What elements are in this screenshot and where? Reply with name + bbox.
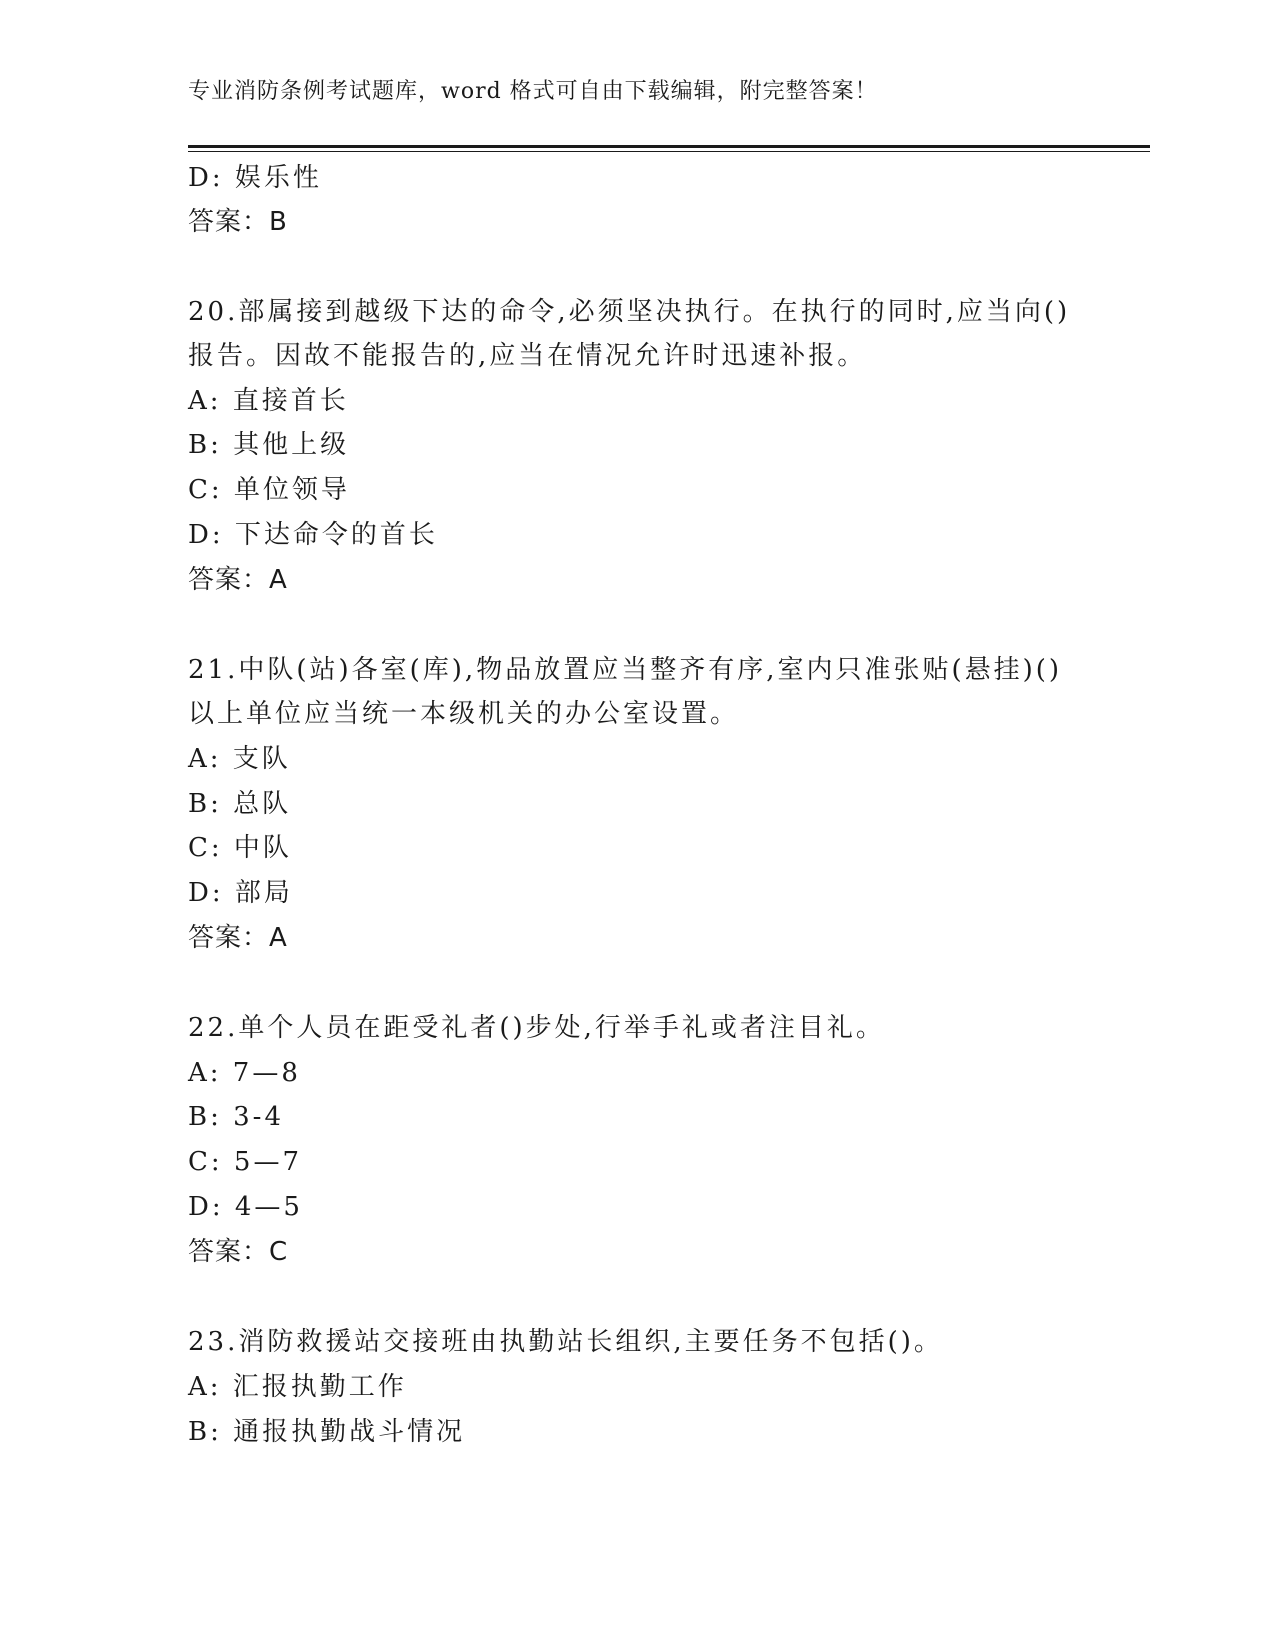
- q19-option-d: D: 娱乐性: [188, 163, 322, 193]
- q22-option-c: C: 5—7: [188, 1147, 303, 1177]
- q22-stem-line1: 22.单个人员在距受礼者()步处,行举手礼或者注目礼。: [188, 1013, 885, 1043]
- q21-stem-line2: 以上单位应当统一本级机关的办公室设置。: [188, 699, 740, 729]
- q20-stem-line1: 20.部属接到越级下达的命令,必须坚决执行。在执行的同时,应当向(): [188, 297, 1071, 327]
- q19-answer: 答案：B: [188, 207, 288, 237]
- q21-option-d: D: 部局: [188, 878, 293, 908]
- q21-answer: 答案：A: [188, 923, 288, 953]
- header-divider-thick: [188, 145, 1150, 148]
- q20-option-c: C: 单位领导: [188, 475, 350, 505]
- q22-option-b: B: 3-4: [188, 1102, 284, 1132]
- q20-option-a: A: 直接首长: [188, 386, 349, 416]
- header-divider-thin: [188, 151, 1150, 152]
- q21-option-c: C: 中队: [188, 833, 292, 863]
- q20-stem-line2: 报告。因故不能报告的,应当在情况允许时迅速补报。: [188, 341, 867, 371]
- q20-option-d: D: 下达命令的首长: [188, 520, 438, 550]
- q21-option-a: A: 支队: [188, 744, 291, 774]
- q21-option-b: B: 总队: [188, 789, 292, 819]
- page-header-text: 专业消防条例考试题库，word 格式可自由下载编辑，附完整答案！: [188, 79, 878, 104]
- q23-option-b: B: 通报执勤战斗情况: [188, 1417, 466, 1447]
- q22-answer: 答案：C: [188, 1237, 289, 1267]
- q20-answer: 答案：A: [188, 565, 288, 595]
- q22-option-a: A: 7—8: [188, 1058, 301, 1088]
- q23-stem-line1: 23.消防救援站交接班由执勤站长组织,主要任务不包括()。: [188, 1327, 943, 1357]
- q23-option-a: A: 汇报执勤工作: [188, 1372, 407, 1402]
- q20-option-b: B: 其他上级: [188, 430, 350, 460]
- q21-stem-line1: 21.中队(站)各室(库),物品放置应当整齐有序,室内只准张贴(悬挂)(): [188, 655, 1063, 685]
- q22-option-d: D: 4—5: [188, 1192, 303, 1222]
